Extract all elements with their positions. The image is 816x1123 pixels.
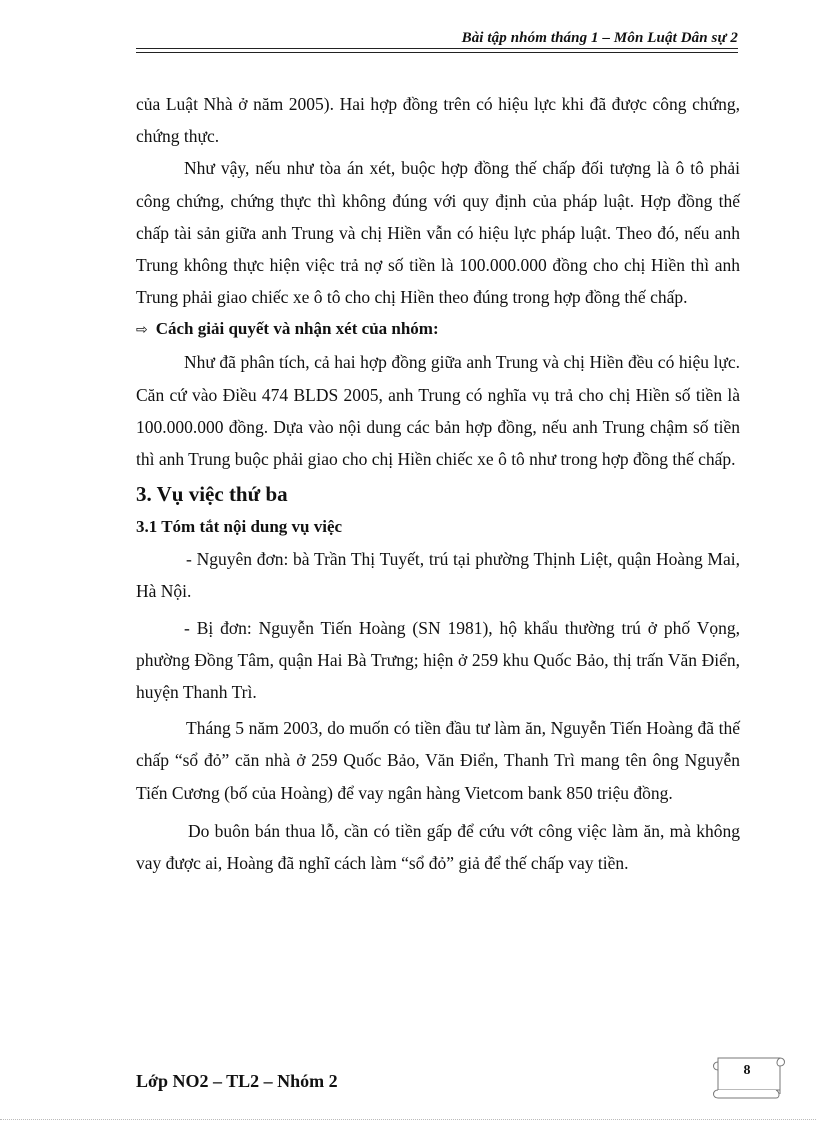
page-header-title: Bài tập nhóm tháng 1 – Môn Luật Dân sự 2 <box>461 30 738 46</box>
paragraph-analysis: Như vậy, nếu như tòa án xét, buộc hợp đồng thế chấp đối tượng là ô tô phải công chứng, chứng thực thì không đúng với quy định của pháp luật. Hợp đồng thế chấp tài sản giữa anh Trung và chị Hiền vẫn có hiệu lực pháp luật. Theo đó, nếu anh Trung không thực hiện việc trả nợ số tiền là 100.000.000 đồng cho chị Hiền thì anh Trung phải giao chiếc xe ô tô cho chị Hiền theo đúng trong hợp đồng thế chấp. <box>136 158 740 308</box>
page-bottom-border <box>0 1119 816 1120</box>
footer-class-label: Lớp NO2 – TL2 – Nhóm 2 <box>136 1071 338 1091</box>
header-rule-top <box>136 48 738 49</box>
paragraph-loan: Tháng 5 năm 2003, do muốn có tiền đầu tư làm ăn, Nguyễn Tiến Hoàng đã thế chấp “sổ đỏ” căn nhà ở 259 Quốc Bảo, Văn Điển, Thanh Trì mang tên ông Nguyễn Tiến Cương (bố của Hoàng) để vay ngân hàng Vietcom bank 850 triệu đồng. <box>136 718 740 803</box>
solution-heading-text: Cách giải quyết và nhận xét của nhóm: <box>155 319 439 339</box>
section-3-heading: 3. Vụ việc thứ ba <box>136 482 288 507</box>
defendant-paragraph: - Bị đơn: Nguyễn Tiến Hoàng (SN 1981), hộ khẩu thường trú ở phố Vọng, phường Đồng Tâm, quận Hai Bà Trưng; hiện ở 259 khu Quốc Bảo, thị trấn Văn Điển, huyện Thanh Trì. <box>136 617 740 703</box>
section-3-1-heading: 3.1 Tóm tắt nội dung vụ việc <box>136 517 343 537</box>
plaintiff-paragraph: - Nguyên đơn: bà Trần Thị Tuyết, trú tại phường Thịnh Liệt, quận Hoàng Mai, Hà Nội. <box>136 549 740 602</box>
document-body <box>136 88 740 879</box>
right-arrow-icon: ⇨ <box>136 322 148 339</box>
paragraph-fake-certificate: Do buôn bán thua lỗ, cần có tiền gấp để cứu vớt công việc làm ăn, mà không vay được ai, Hoàng đã nghĩ cách làm “sổ đỏ” giả để thế chấp vay tiền. <box>136 820 740 874</box>
header-rule-bottom <box>136 52 738 53</box>
paragraph-continued: của Luật Nhà ở năm 2005). Hai hợp đồng trên có hiệu lực khi đã được công chứng, chứng thực. <box>136 94 740 147</box>
paragraph-solution: Như đã phân tích, cả hai hợp đồng giữa anh Trung và chị Hiền đều có hiệu lực. Căn cứ vào Điều 474 BLDS 2005, anh Trung có nghĩa vụ trả cho chị Hiền số tiền là 100.000.000 đồng. Dựa vào nội dung các bản hợp đồng, nếu anh Trung chậm số tiền thì anh Trung buộc phải giao cho chị Hiền chiếc xe ô tô như trong hợp đồng thế chấp. <box>136 352 740 470</box>
solution-heading <box>136 313 740 346</box>
page-number: 8 <box>743 1063 751 1078</box>
